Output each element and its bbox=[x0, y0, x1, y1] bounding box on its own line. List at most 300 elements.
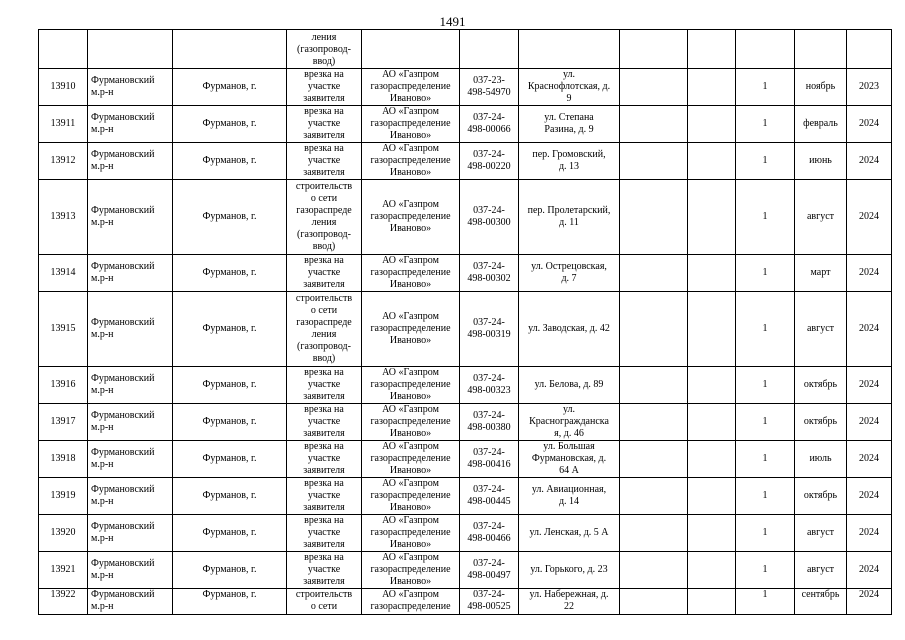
request-code-cell bbox=[460, 106, 519, 143]
address-cell bbox=[519, 69, 620, 106]
year-text: 2024 bbox=[859, 416, 879, 427]
year-cell bbox=[847, 367, 892, 404]
table-row bbox=[39, 589, 892, 615]
address-text: ул. Большая Фурмановская, д. 64 А bbox=[531, 441, 607, 476]
settlement-cell bbox=[173, 69, 287, 106]
year-text: 2024 bbox=[859, 589, 879, 600]
district-text: Фурмановский м.р-н bbox=[91, 558, 155, 581]
district-text: Фурмановский м.р-н bbox=[91, 149, 155, 172]
empty-cell bbox=[620, 552, 688, 589]
empty-cell bbox=[620, 292, 688, 367]
address-cell bbox=[519, 143, 620, 180]
month-cell bbox=[795, 367, 847, 404]
empty-cell bbox=[620, 515, 688, 552]
address-text: ул. Острецовская, д. 7 bbox=[531, 261, 607, 284]
address-text: ул. Белова, д. 89 bbox=[534, 379, 604, 390]
table-row bbox=[39, 367, 892, 404]
address-text: ул. Набережная, д. 22 bbox=[529, 589, 609, 612]
quantity-text: 1 bbox=[762, 211, 768, 222]
quantity-cell bbox=[736, 143, 795, 180]
year-cell bbox=[847, 292, 892, 367]
settlement-cell bbox=[173, 255, 287, 292]
work-type-cell bbox=[287, 69, 362, 106]
organization-cell bbox=[362, 69, 460, 106]
settlement-cell bbox=[173, 404, 287, 441]
month-text: октябрь bbox=[803, 379, 838, 390]
empty-cell bbox=[688, 69, 736, 106]
work-type-text: врезка на участке заявителя bbox=[303, 106, 345, 141]
request-code-text: 037-24- 498-00416 bbox=[467, 447, 511, 470]
work-type-cell bbox=[287, 143, 362, 180]
year-text: 2023 bbox=[859, 81, 879, 92]
empty-cell bbox=[620, 69, 688, 106]
table-row bbox=[39, 180, 892, 255]
district-text: Фурмановский м.р-н bbox=[91, 589, 155, 612]
address-cell bbox=[519, 478, 620, 515]
quantity-text: 1 bbox=[762, 323, 768, 334]
row-number-cell bbox=[39, 441, 88, 478]
district-cell bbox=[88, 478, 173, 515]
district-cell bbox=[88, 552, 173, 589]
year-cell bbox=[847, 180, 892, 255]
month-text: июнь bbox=[809, 155, 832, 166]
request-code-cell bbox=[460, 589, 519, 615]
organization-text: АО «Газпром газораспределение Иваново» bbox=[370, 106, 451, 141]
organization-cell bbox=[362, 404, 460, 441]
row-number-text: 13911 bbox=[50, 118, 76, 129]
empty-cell bbox=[688, 143, 736, 180]
organization-cell bbox=[362, 180, 460, 255]
quantity-cell bbox=[736, 292, 795, 367]
quantity-text: 1 bbox=[762, 118, 768, 129]
year-text: 2024 bbox=[859, 379, 879, 390]
request-code-text: 037-24- 498-00380 bbox=[467, 410, 511, 433]
organization-text: АО «Газпром газораспределение Иваново» bbox=[370, 143, 451, 178]
quantity-cell bbox=[736, 404, 795, 441]
district-text: Фурмановский м.р-н bbox=[91, 205, 155, 228]
month-cell bbox=[795, 143, 847, 180]
quantity-text: 1 bbox=[762, 527, 768, 538]
row-number-cell bbox=[39, 292, 88, 367]
empty-cell bbox=[620, 589, 688, 615]
year-text: 2024 bbox=[859, 118, 879, 129]
work-type-text: врезка на участке заявителя bbox=[303, 515, 345, 550]
address-cell bbox=[519, 552, 620, 589]
request-code-text: 037-24- 498-00497 bbox=[467, 558, 511, 581]
address-cell bbox=[519, 441, 620, 478]
table-row bbox=[39, 515, 892, 552]
work-type-cell bbox=[287, 255, 362, 292]
district-cell bbox=[88, 143, 173, 180]
table-row bbox=[39, 478, 892, 515]
request-code-cell bbox=[460, 478, 519, 515]
organization-text: АО «Газпром газораспределение Иваново» bbox=[370, 255, 451, 290]
empty-cell bbox=[688, 441, 736, 478]
settlement-cell bbox=[173, 552, 287, 589]
address-text: ул. Ленская, д. 5 А bbox=[529, 527, 609, 538]
quantity-cell bbox=[736, 552, 795, 589]
district-text: Фурмановский м.р-н bbox=[91, 261, 155, 284]
address-cell bbox=[519, 106, 620, 143]
request-code-text: 037-24- 498-00445 bbox=[467, 484, 511, 507]
empty-cell bbox=[688, 404, 736, 441]
district-cell bbox=[88, 589, 173, 615]
district-cell bbox=[88, 106, 173, 143]
quantity-cell bbox=[736, 515, 795, 552]
year-cell bbox=[847, 255, 892, 292]
organization-text: АО «Газпром газораспределение Иваново» bbox=[370, 478, 451, 513]
work-type-cell bbox=[287, 552, 362, 589]
organization-text: АО «Газпром газораспределение bbox=[370, 589, 451, 612]
empty-cell bbox=[620, 478, 688, 515]
district-cell bbox=[88, 367, 173, 404]
empty-cell bbox=[688, 292, 736, 367]
year-cell bbox=[847, 515, 892, 552]
address-text: пер. Пролетарский, д. 11 bbox=[527, 205, 611, 228]
year-cell bbox=[847, 478, 892, 515]
row-number-cell bbox=[39, 367, 88, 404]
work-type-cell bbox=[287, 180, 362, 255]
settlement-text: Фурманов, г. bbox=[202, 267, 257, 278]
table-row-continuation-top bbox=[39, 30, 892, 69]
year-text: 2024 bbox=[859, 267, 879, 278]
request-code-cell bbox=[460, 69, 519, 106]
row-number-text: 13912 bbox=[50, 155, 76, 166]
month-text: август bbox=[806, 564, 835, 575]
request-code-cell bbox=[460, 515, 519, 552]
settlement-cell bbox=[173, 515, 287, 552]
month-text: август bbox=[806, 211, 835, 222]
work-type-cell bbox=[287, 441, 362, 478]
empty-cell bbox=[620, 106, 688, 143]
quantity-cell bbox=[736, 589, 795, 615]
quantity-cell bbox=[736, 441, 795, 478]
work-type-text: врезка на участке заявителя bbox=[303, 478, 345, 513]
month-cell bbox=[795, 69, 847, 106]
row-number-text: 13910 bbox=[50, 81, 76, 92]
request-code-cell bbox=[460, 552, 519, 589]
empty-cell bbox=[688, 180, 736, 255]
document-table bbox=[38, 29, 892, 615]
year-cell bbox=[847, 69, 892, 106]
year-text: 2024 bbox=[859, 490, 879, 501]
table-row bbox=[39, 292, 892, 367]
work-type-cell bbox=[287, 478, 362, 515]
row-number-cell bbox=[39, 106, 88, 143]
settlement-text: Фурманов, г. bbox=[202, 81, 257, 92]
organization-cell bbox=[362, 367, 460, 404]
row-number-cell bbox=[39, 478, 88, 515]
work-type-text: врезка на участке заявителя bbox=[303, 367, 345, 402]
month-cell bbox=[795, 589, 847, 615]
settlement-text: Фурманов, г. bbox=[202, 118, 257, 129]
organization-text: АО «Газпром газораспределение Иваново» bbox=[370, 367, 451, 402]
settlement-cell bbox=[173, 143, 287, 180]
request-code-text: 037-23- 498-54970 bbox=[467, 75, 511, 98]
month-cell bbox=[795, 292, 847, 367]
work-type-text: врезка на участке заявителя bbox=[303, 404, 345, 439]
quantity-text: 1 bbox=[762, 490, 768, 501]
address-text: ул. Степана Разина, д. 9 bbox=[544, 112, 594, 135]
month-cell bbox=[795, 478, 847, 515]
work-type-cell bbox=[287, 292, 362, 367]
year-text: 2024 bbox=[859, 527, 879, 538]
row-number-cell bbox=[39, 143, 88, 180]
settlement-cell bbox=[173, 367, 287, 404]
district-text: Фурмановский м.р-н bbox=[91, 75, 155, 98]
organization-cell bbox=[362, 143, 460, 180]
district-cell bbox=[88, 180, 173, 255]
year-text: 2024 bbox=[859, 564, 879, 575]
request-code-text: 037-24- 498-00525 bbox=[467, 589, 511, 612]
organization-cell bbox=[362, 552, 460, 589]
district-text: Фурмановский м.р-н bbox=[91, 410, 155, 433]
district-cell bbox=[88, 515, 173, 552]
row-number-cell bbox=[39, 69, 88, 106]
request-code-text: 037-24- 498-00319 bbox=[467, 317, 511, 340]
district-cell bbox=[88, 255, 173, 292]
settlement-text: Фурманов, г. bbox=[202, 564, 257, 575]
address-text: ул. Авиационная, д. 14 bbox=[531, 484, 607, 507]
month-text: сентябрь bbox=[801, 589, 840, 600]
address-text: пер. Громовский, д. 13 bbox=[532, 149, 606, 172]
row-number-cell bbox=[39, 515, 88, 552]
address-cell bbox=[519, 515, 620, 552]
month-cell bbox=[795, 515, 847, 552]
district-text: Фурмановский м.р-н bbox=[91, 521, 155, 544]
organization-cell bbox=[362, 478, 460, 515]
organization-cell bbox=[362, 106, 460, 143]
organization-cell bbox=[362, 292, 460, 367]
settlement-text: Фурманов, г. bbox=[202, 379, 257, 390]
row-number-text: 13916 bbox=[50, 379, 76, 390]
year-cell bbox=[847, 404, 892, 441]
table-row bbox=[39, 69, 892, 106]
organization-text: АО «Газпром газораспределение Иваново» bbox=[370, 311, 451, 346]
row-number-cell bbox=[39, 255, 88, 292]
settlement-cell bbox=[173, 441, 287, 478]
row-number-text: 13914 bbox=[50, 267, 76, 278]
quantity-cell bbox=[736, 106, 795, 143]
settlement-text: Фурманов, г. bbox=[202, 527, 257, 538]
quantity-cell bbox=[736, 69, 795, 106]
row-number-text: 13918 bbox=[50, 453, 76, 464]
empty-cell bbox=[688, 515, 736, 552]
month-cell bbox=[795, 552, 847, 589]
month-text: октябрь bbox=[803, 490, 838, 501]
empty-cell bbox=[620, 180, 688, 255]
request-code-cell bbox=[460, 404, 519, 441]
work-type-cell bbox=[287, 589, 362, 615]
year-text: 2024 bbox=[859, 453, 879, 464]
request-code-cell bbox=[460, 180, 519, 255]
settlement-text: Фурманов, г. bbox=[202, 323, 257, 334]
request-code-cell bbox=[460, 367, 519, 404]
quantity-text: 1 bbox=[762, 379, 768, 390]
month-cell bbox=[795, 180, 847, 255]
request-code-text: 037-24- 498-00066 bbox=[467, 112, 511, 135]
district-text: Фурмановский м.р-н bbox=[91, 484, 155, 507]
year-cell bbox=[847, 143, 892, 180]
work-type-cell bbox=[287, 515, 362, 552]
quantity-cell bbox=[736, 180, 795, 255]
organization-cell bbox=[362, 255, 460, 292]
settlement-cell bbox=[173, 292, 287, 367]
empty-cell bbox=[688, 589, 736, 615]
work-type-text: строительств о сети газораспреде ления (газопровод- ввод) bbox=[295, 293, 353, 364]
table-row bbox=[39, 106, 892, 143]
work-type-text: строительств о сети bbox=[295, 589, 353, 612]
organization-text: АО «Газпром газораспределение Иваново» bbox=[370, 404, 451, 439]
empty-cell bbox=[620, 255, 688, 292]
request-code-text: 037-24- 498-00323 bbox=[467, 373, 511, 396]
quantity-cell bbox=[736, 255, 795, 292]
table-row bbox=[39, 255, 892, 292]
district-text: Фурмановский м.р-н bbox=[91, 112, 155, 135]
row-number-cell bbox=[39, 589, 88, 615]
request-code-text: 037-24- 498-00220 bbox=[467, 149, 511, 172]
quantity-text: 1 bbox=[762, 81, 768, 92]
work-type-text: врезка на участке заявителя bbox=[303, 552, 345, 587]
request-code-text: 037-24- 498-00300 bbox=[467, 205, 511, 228]
request-code-cell bbox=[460, 441, 519, 478]
settlement-text: Фурманов, г. bbox=[202, 490, 257, 501]
request-code-text: 037-24- 498-00302 bbox=[467, 261, 511, 284]
row-number-text: 13922 bbox=[50, 589, 76, 600]
organization-text: АО «Газпром газораспределение Иваново» bbox=[370, 441, 451, 476]
settlement-text: Фурманов, г. bbox=[202, 453, 257, 464]
empty-cell bbox=[688, 255, 736, 292]
row-number-text: 13919 bbox=[50, 490, 76, 501]
table-row bbox=[39, 441, 892, 478]
district-cell bbox=[88, 292, 173, 367]
year-text: 2024 bbox=[859, 155, 879, 166]
row-number-text: 13921 bbox=[50, 564, 76, 575]
table-row bbox=[39, 404, 892, 441]
organization-text: АО «Газпром газораспределение Иваново» bbox=[370, 515, 451, 550]
work-type-cell: ления (газопровод- ввод) bbox=[287, 30, 362, 69]
row-number-text: 13913 bbox=[50, 211, 76, 222]
work-type-text: строительств о сети газораспреде ления (газопровод- ввод) bbox=[295, 181, 353, 252]
request-code-cell bbox=[460, 255, 519, 292]
organization-cell bbox=[362, 441, 460, 478]
month-text: март bbox=[810, 267, 831, 278]
district-cell bbox=[88, 404, 173, 441]
month-cell bbox=[795, 255, 847, 292]
table-row bbox=[39, 552, 892, 589]
request-code-text: 037-24- 498-00466 bbox=[467, 521, 511, 544]
month-text: ноябрь bbox=[805, 81, 836, 92]
settlement-cell bbox=[173, 106, 287, 143]
month-text: июль bbox=[809, 453, 832, 464]
empty-cell bbox=[688, 106, 736, 143]
empty-cell bbox=[620, 367, 688, 404]
address-cell bbox=[519, 292, 620, 367]
month-text: август bbox=[806, 323, 835, 334]
row-number-text: 13920 bbox=[50, 527, 76, 538]
organization-cell bbox=[362, 589, 460, 615]
month-cell bbox=[795, 441, 847, 478]
organization-cell bbox=[362, 515, 460, 552]
month-text: февраль bbox=[803, 118, 838, 129]
year-text: 2024 bbox=[859, 211, 879, 222]
work-type-text: врезка на участке заявителя bbox=[303, 69, 345, 104]
settlement-cell bbox=[173, 478, 287, 515]
year-cell bbox=[847, 552, 892, 589]
district-text: Фурмановский м.р-н bbox=[91, 317, 155, 340]
work-type-text: врезка на участке заявителя bbox=[303, 441, 345, 476]
row-number-cell bbox=[39, 552, 88, 589]
address-cell bbox=[519, 404, 620, 441]
request-code-cell bbox=[460, 292, 519, 367]
settlement-text: Фурманов, г. bbox=[202, 589, 257, 600]
year-cell bbox=[847, 441, 892, 478]
quantity-text: 1 bbox=[762, 416, 768, 427]
empty-cell bbox=[620, 143, 688, 180]
year-cell bbox=[847, 106, 892, 143]
row-number-text: 13917 bbox=[50, 416, 76, 427]
table-row bbox=[39, 143, 892, 180]
district-text: Фурмановский м.р-н bbox=[91, 373, 155, 396]
work-type-text: врезка на участке заявителя bbox=[303, 255, 345, 290]
work-type-cell bbox=[287, 106, 362, 143]
month-text: октябрь bbox=[803, 416, 838, 427]
month-text: август bbox=[806, 527, 835, 538]
work-type-cell bbox=[287, 404, 362, 441]
settlement-cell bbox=[173, 589, 287, 615]
empty-cell bbox=[620, 441, 688, 478]
address-text: ул. Горького, д. 23 bbox=[530, 564, 608, 575]
address-cell bbox=[519, 589, 620, 615]
address-cell bbox=[519, 255, 620, 292]
quantity-cell bbox=[736, 478, 795, 515]
work-type-cell bbox=[287, 367, 362, 404]
organization-text: АО «Газпром газораспределение Иваново» bbox=[370, 199, 451, 234]
quantity-cell bbox=[736, 367, 795, 404]
quantity-text: 1 bbox=[762, 453, 768, 464]
work-type-text: врезка на участке заявителя bbox=[303, 143, 345, 178]
settlement-text: Фурманов, г. bbox=[202, 155, 257, 166]
empty-cell bbox=[620, 404, 688, 441]
address-cell bbox=[519, 180, 620, 255]
address-cell bbox=[519, 367, 620, 404]
page-number: 1491 bbox=[439, 14, 466, 29]
settlement-cell bbox=[173, 180, 287, 255]
empty-cell bbox=[688, 367, 736, 404]
organization-text: АО «Газпром газораспределение Иваново» bbox=[370, 69, 451, 104]
organization-text: АО «Газпром газораспределение Иваново» bbox=[370, 552, 451, 587]
month-cell bbox=[795, 106, 847, 143]
address-text: ул. Краснофлотская, д. 9 bbox=[527, 69, 611, 104]
district-cell bbox=[88, 69, 173, 106]
quantity-text: 1 bbox=[762, 155, 768, 166]
district-cell bbox=[88, 441, 173, 478]
district-text: Фурмановский м.р-н bbox=[91, 447, 155, 470]
quantity-text: 1 bbox=[762, 564, 768, 575]
empty-cell bbox=[688, 478, 736, 515]
row-number-text: 13915 bbox=[50, 323, 76, 334]
quantity-text: 1 bbox=[762, 589, 768, 600]
address-text: ул. Красногражданска я, д. 46 bbox=[529, 404, 609, 439]
row-number-cell bbox=[39, 180, 88, 255]
row-number-cell bbox=[39, 404, 88, 441]
empty-cell bbox=[688, 552, 736, 589]
year-cell bbox=[847, 589, 892, 615]
address-text: ул. Заводская, д. 42 bbox=[528, 323, 610, 334]
month-cell bbox=[795, 404, 847, 441]
quantity-text: 1 bbox=[762, 267, 768, 278]
settlement-text: Фурманов, г. bbox=[202, 416, 257, 427]
